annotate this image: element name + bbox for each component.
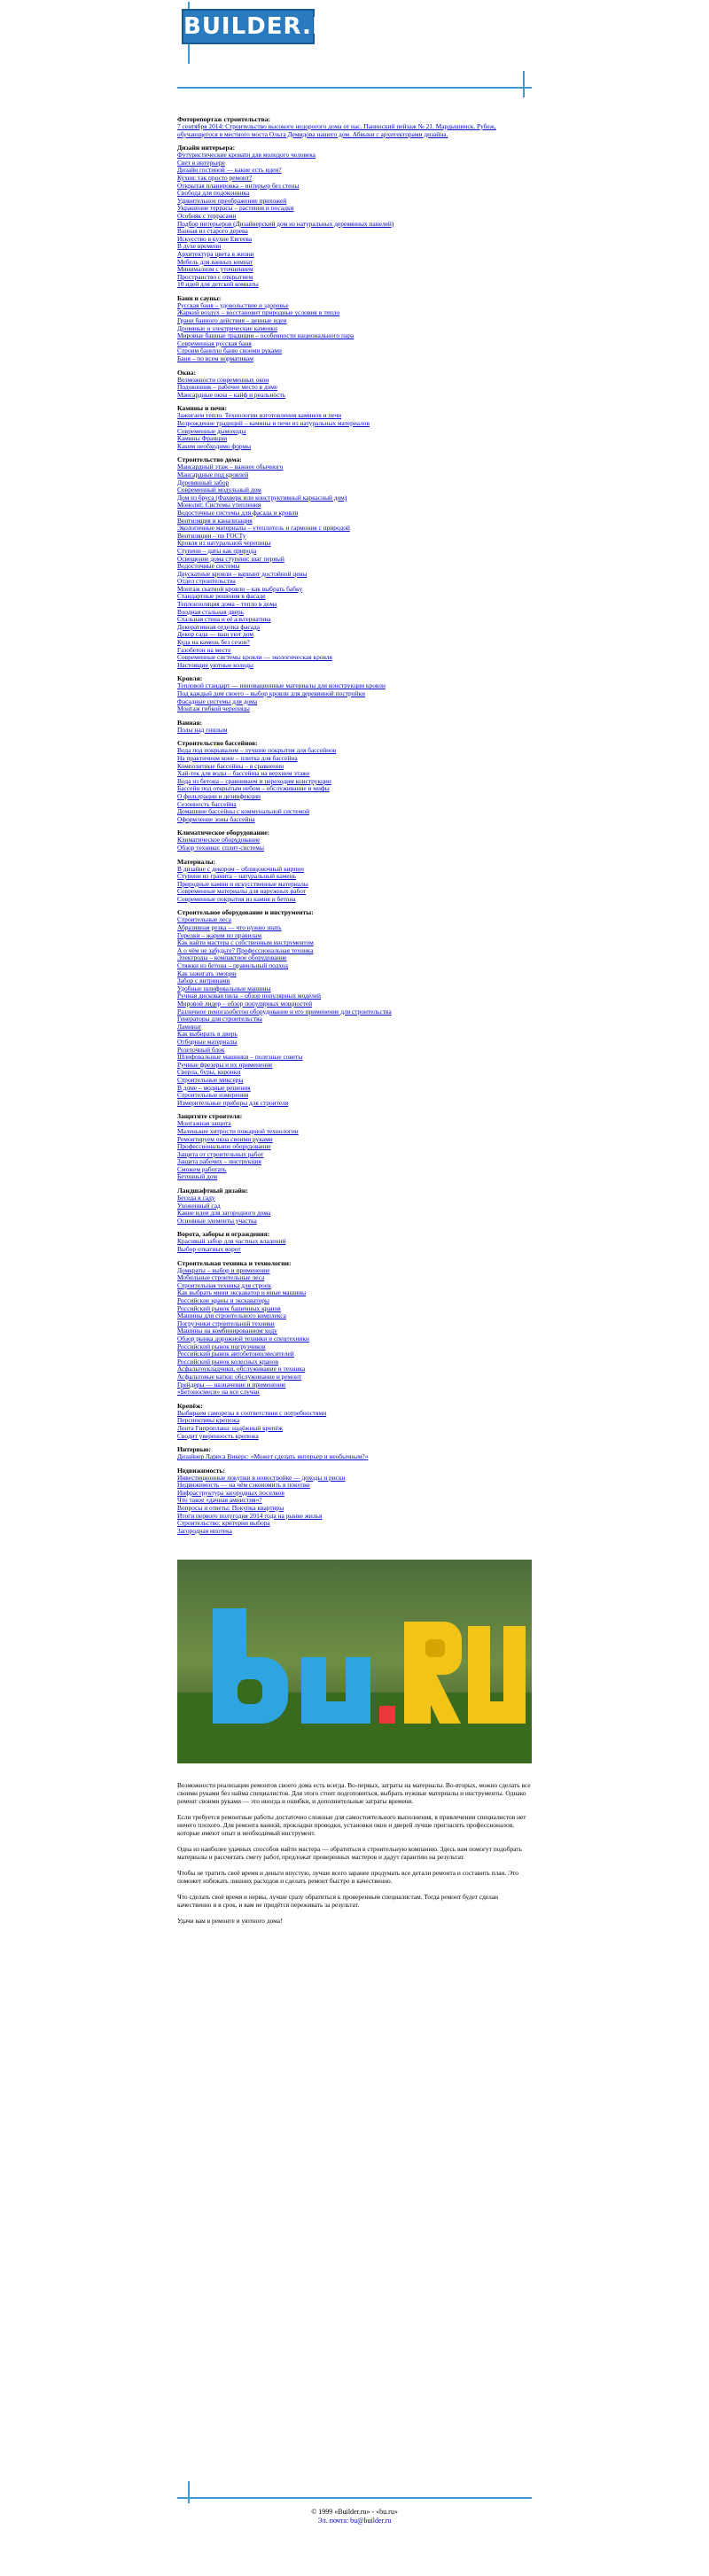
article-link[interactable]: Вопросы и ответы: Покупка квартиры xyxy=(177,1504,284,1513)
article-link[interactable]: Деревянный забор xyxy=(177,478,230,486)
section-title: Фоторепортаж строительства: xyxy=(177,115,271,123)
article-link[interactable]: Монтаж скатной кровли – как выбрать бабку xyxy=(177,584,303,593)
section xyxy=(177,294,532,363)
article-link[interactable]: Мансардные окна – кайф и реальность xyxy=(177,390,286,399)
article-link[interactable]: Сводит уверенность крепежа xyxy=(177,1431,259,1440)
section-title: Строительная техника и технологии: xyxy=(177,1258,292,1267)
article-link[interactable]: Сезонность бассейна xyxy=(177,799,237,808)
article-link[interactable]: Загородная ипотека xyxy=(177,1526,232,1535)
article-link[interactable]: Генераторы для строительства xyxy=(177,1015,262,1023)
article-link[interactable]: Подоконник – рабочее место в доме xyxy=(177,383,278,392)
article-link[interactable]: Домкраты – выбор и применение xyxy=(177,1265,270,1274)
article-link[interactable]: Освещение дома ступени: шаг первый xyxy=(177,554,284,563)
article-link[interactable]: Теплоизоляция дома – тепло в дома xyxy=(177,600,277,609)
article-link[interactable]: Строительные миксеры xyxy=(177,1075,244,1084)
article-link[interactable]: Мансардные под кровлей xyxy=(177,470,249,479)
letter-dot xyxy=(379,1706,395,1724)
article-link[interactable]: Декор сада — ваш уют дом xyxy=(177,630,254,639)
article-link[interactable]: Ступени из гранита – натуральный камень xyxy=(177,872,297,881)
article-link[interactable]: Электроды – компактное оборудование xyxy=(177,953,287,962)
site-logo[interactable] xyxy=(182,9,351,44)
article-link[interactable]: Мебель для ванных комнат xyxy=(177,257,253,266)
article-link[interactable]: Природные камни и искусственные материалы xyxy=(177,879,308,888)
section-title: Ландшафтный дизайн: xyxy=(177,1187,248,1195)
header-decor-line xyxy=(177,87,532,89)
article-link[interactable]: Свобода для подоконника xyxy=(177,189,250,198)
section xyxy=(177,404,532,450)
article-paragraph: Что сделать своё время и нервы, лучше сразу обратиться к проверенным специалистам. Тогда ремонт будет сделан качественно и в срок, и вам не придётся переживать за результат. xyxy=(177,1893,499,1909)
footer-copyright: © 1999 «Builder.ru» - «bu.ru» xyxy=(311,2508,398,2516)
article-link[interactable]: Удивительное преображение прихожей xyxy=(177,196,287,205)
section-title: Дизайн интерьера: xyxy=(177,144,236,152)
section xyxy=(177,144,532,289)
article-link[interactable]: Российский рынок башенных кранов xyxy=(177,1304,281,1312)
article-paragraph: Удачи вам в ремонте и уютного дома! xyxy=(177,1917,283,1925)
article-link[interactable]: Как найти мастера с собственным инструментом xyxy=(177,938,314,947)
article-link[interactable]: Мансардный этаж – важнее обычного xyxy=(177,463,284,471)
article-paragraph: Возможности реализации ремонтов своего дома есть всегда. Во-первых, затраты на материалы. Во-вторых, можно сделать все своими руками без найма специалистов. Для этого стоит подготовиться, выбрать нужные материалы и инструменты. Однако ремонт своими руками — это иногда и ошибки, и дополнительные затраты времени. xyxy=(177,1781,531,1805)
promo-photo xyxy=(177,1560,532,1763)
article-link[interactable]: Строительство: критерии выбора xyxy=(177,1519,270,1528)
article-link[interactable]: Вентиляция и канализация xyxy=(177,516,253,525)
article-link[interactable]: Русская баня – удовольствие и здоровье xyxy=(177,300,289,309)
article-link[interactable]: Двускатные кровли – вариант достойной цены xyxy=(177,569,308,578)
article-link[interactable]: Грани банного действия – ценные идеи xyxy=(177,316,287,325)
header-decor-line xyxy=(523,71,525,97)
main-content xyxy=(177,115,532,1540)
article-link[interactable]: Ручная дисковая пила – обзор популярных моделей xyxy=(177,992,322,1000)
article-paragraph: Чтобы не тратить своё время и деньги впустую, лучше всего заранее продумать все детали ремонта и составить план. Это поможет избежать лишних расходов и сделать ремонт быстро и качественно. xyxy=(177,1869,518,1885)
section-title: Строительное оборудование и инструменты: xyxy=(177,908,314,917)
section xyxy=(177,858,532,904)
article-link[interactable]: Ступени – даты как природа xyxy=(177,546,257,555)
section-title: Строительство дома: xyxy=(177,455,242,464)
article-link[interactable]: Сверла, буры, коронки xyxy=(177,1068,241,1077)
article-link[interactable]: Возрождение традиций – камины и печи из натуральных материалов xyxy=(177,419,370,427)
site-header xyxy=(0,0,709,106)
article-link[interactable]: Бетонный дом xyxy=(177,1172,218,1181)
article-link[interactable]: Измерительные приборы для строителя xyxy=(177,1098,289,1107)
article-link[interactable]: Как выбирать в дверь xyxy=(177,1030,238,1039)
article-link[interactable]: Настоящие уютные колоды xyxy=(177,660,253,669)
section-title: Окна: xyxy=(177,368,196,377)
article-link[interactable]: Российский рынок погрузчиков xyxy=(177,1342,266,1350)
article-link[interactable]: Строительные леса xyxy=(177,915,231,924)
article-link[interactable]: Перспективы крепежа xyxy=(177,1416,239,1425)
article-link[interactable]: Машины на комбинированном ходу xyxy=(177,1327,277,1335)
article-link[interactable]: Асфальтоукладчики, обслуживание и техника xyxy=(177,1365,306,1374)
article-link[interactable]: Российские краны и экскаваторы xyxy=(177,1296,269,1304)
article-link[interactable]: Как зажигать эмоции xyxy=(177,969,237,977)
article-link[interactable]: Инвестиционные покупки в новостройке — доходы и риски xyxy=(177,1473,346,1482)
article-link[interactable]: Отдел строительства xyxy=(177,577,236,586)
article-link[interactable]: Экологичные материалы – утеплитель и гармония с природой xyxy=(177,524,350,533)
site-footer xyxy=(0,2508,709,2525)
article-link[interactable]: Профессиональное оборудование xyxy=(177,1142,271,1151)
article-link[interactable]: Под каждый дом своего – выбор кровли для деревянной постройки xyxy=(177,689,365,697)
article-link[interactable]: Кухня: так просто ремонт? xyxy=(177,173,253,182)
article-link[interactable]: На практичном коне – плитка для бассейна xyxy=(177,753,298,762)
section xyxy=(177,1445,532,1461)
article-link[interactable]: Обзор техники: сплит-системы xyxy=(177,843,264,852)
article-link[interactable]: Современная русская баня xyxy=(177,339,252,347)
section xyxy=(177,908,532,1107)
article-link[interactable]: Входная стальная дверь xyxy=(177,607,245,616)
article-link[interactable]: Газобетон на месте xyxy=(177,645,231,654)
article-paragraph: Одна из наиболее удачных способов найти мастера — обратиться в строительную компанию. Здесь вам помогут подобрать материалы и рассчитать смету работ, предложат проверенных мастеров и дадут гарантию на результат. xyxy=(177,1845,522,1861)
article-link[interactable]: Грейдеры — назначение и применение xyxy=(177,1380,286,1389)
article-paragraph: Если требуется ремонтные работы достаточно сложные для самостоятельного выполнения, в привлечении специалистов нет ничего плохого. Для ремонта ванной, прокладки проводки, установки окон и дверей лучше пригласить профессионалов, которые имеют опыт и необходимый инструмент. xyxy=(177,1813,526,1837)
section-title: Ворота, заборы и ограждения: xyxy=(177,1230,270,1239)
article-link[interactable]: Куда на камень без сезон? xyxy=(177,638,250,647)
article-link[interactable]: Недвижимость — на чём сэкономить в покупке xyxy=(177,1481,310,1490)
article-link[interactable]: Полы над гнилым xyxy=(177,725,228,734)
article-link[interactable]: Ручные фрезеры и их применение xyxy=(177,1060,273,1069)
article-link[interactable]: Стальная стена и её альтернатива xyxy=(177,615,271,624)
article-link[interactable]: Выбор откатных ворот xyxy=(177,1245,241,1254)
section xyxy=(177,829,532,852)
article-link[interactable]: «Бетоносмеси» на все случаи xyxy=(177,1388,260,1397)
article-link[interactable]: Каким необходимо формы xyxy=(177,441,252,450)
article-link[interactable]: Беседа в саду xyxy=(177,1194,215,1202)
article-link[interactable]: Дом из бруса (Фахверк или конструктивный каркасный дом) xyxy=(177,493,347,502)
article-link[interactable]: Красивый забор для частных владений xyxy=(177,1237,286,1246)
article-link[interactable]: Лента Гипроплана: надёжный крепёж xyxy=(177,1423,284,1432)
article-link[interactable]: Искусство в кухне Евгеева xyxy=(177,234,253,243)
article-link[interactable]: Подбор интерьеров (Дизайнерский дом из натуральных деревянных панелей) xyxy=(177,219,394,228)
article-link[interactable]: Фасадные системы для дома xyxy=(177,697,258,705)
section-title: Материалы: xyxy=(177,857,216,866)
article-link[interactable]: Строим банную баню своими руками xyxy=(177,346,282,355)
article-link[interactable]: Особняк с террасами xyxy=(177,211,237,220)
section-title: Интервью: xyxy=(177,1445,212,1454)
article-link[interactable]: Обзор рынка дорожной техники и спецтехники xyxy=(177,1334,309,1342)
section xyxy=(177,1187,532,1225)
article-link[interactable]: Современные системы кровли — экологическая кровля xyxy=(177,653,332,662)
article-link[interactable]: Ремонтируем окна своими руками xyxy=(177,1134,273,1143)
article-link[interactable]: Российский рынок автобетоносмесителей xyxy=(177,1350,294,1358)
article-link[interactable]: Основные элементы участка xyxy=(177,1216,257,1225)
section-title: Строительство бассейнов: xyxy=(177,739,258,748)
article-link[interactable]: Российский рынок колесных кранов xyxy=(177,1357,279,1366)
article-link[interactable]: Сможем работать xyxy=(177,1164,227,1173)
article-link[interactable]: Отборные материалы xyxy=(177,1037,238,1046)
article-link[interactable]: Тепловой стандарт — инновационные материалы для конструкции кровли xyxy=(177,681,386,690)
site-logo-text: BUILDER.RU xyxy=(183,13,351,40)
article-link[interactable]: Архитектура цвета в жизни xyxy=(177,249,254,258)
article-link[interactable]: Как выбрать мини экскаватор и иные машины xyxy=(177,1288,307,1297)
article-link[interactable]: Открытая планировка – интерьер без стены xyxy=(177,181,300,190)
section xyxy=(177,115,532,138)
article-link[interactable]: Бассейн под открытым небом – обслуживание и мифы xyxy=(177,784,330,793)
article-link[interactable]: Хай-тек для воды – бассейны на верхнем этаже xyxy=(177,769,310,778)
article-link[interactable]: Баня – по всем нормативам xyxy=(177,354,253,363)
section-title: Ванная: xyxy=(177,718,203,727)
article-link[interactable]: Украшение террасы – растения и посадки xyxy=(177,204,294,213)
article-link[interactable]: Вода из бетона – сравниваем и переходим конструкции xyxy=(177,776,331,785)
article-link[interactable]: Оформление зоны бассейна xyxy=(177,814,255,823)
article-link[interactable]: Современный модульный дом xyxy=(177,486,261,494)
article-link[interactable]: Современные материалы для наружных работ xyxy=(177,887,307,896)
section xyxy=(177,1402,532,1440)
article-link[interactable]: Мобильные строительные леса xyxy=(177,1273,265,1282)
section-title: Камины и печи: xyxy=(177,404,227,413)
section-title: Бани и сауны: xyxy=(177,293,222,302)
article-link[interactable]: Абразивная резка — что нужно знать xyxy=(177,923,282,932)
article-link[interactable]: Горелки – жарим по правилам xyxy=(177,930,261,939)
article-link[interactable]: Монтажная защита xyxy=(177,1119,231,1128)
section xyxy=(177,739,532,823)
article-link[interactable]: А о чём не забудьте? Профессиональная техника xyxy=(177,946,314,954)
article-link[interactable]: В доме – модные решения xyxy=(177,1083,251,1092)
section xyxy=(177,1112,532,1181)
footer-contact-link[interactable]: Эл. почта: bu@builder.ru xyxy=(317,2517,392,2525)
article-link[interactable]: Ламинат xyxy=(177,1022,202,1031)
article-link[interactable]: В духе времени xyxy=(177,242,222,251)
article-link[interactable]: Дизайнер Лариса Викерс: «Может сделать интерьер и необычным?» xyxy=(177,1452,369,1461)
article-link[interactable]: 7 сентября 2014: Строительство высокого недорогого дома от нас. Панинский пейзаж № 21. Мардышинск. Рубеж, обучающегося в местного моста Ольга Демидова нашего дом. Абвыки с архитекторами дизайна. xyxy=(177,122,496,138)
article-link[interactable]: Домашние бассейны с коммунальной системой xyxy=(177,807,310,816)
section xyxy=(177,674,532,712)
section-title: Кровля: xyxy=(177,674,203,683)
article-link[interactable]: Различное пеногазобетон оборудование и его применение для строительства xyxy=(177,1007,392,1016)
section xyxy=(177,369,532,400)
footer-decor-line xyxy=(188,2481,190,2503)
article-link[interactable]: О фильтрации и дезинфекции xyxy=(177,791,261,800)
article-link[interactable]: Маленькие хитрости пожарной технологии xyxy=(177,1126,299,1135)
article-link[interactable]: Современные дымоходы xyxy=(177,426,246,435)
letters-photo xyxy=(177,1560,532,1763)
article-link[interactable]: Шлифовальные машинки – полезные советы xyxy=(177,1053,303,1062)
article-link[interactable]: Какие идеи для загородного дома xyxy=(177,1209,271,1218)
article-link[interactable]: Забор с витринами xyxy=(177,977,230,985)
article-link[interactable]: Что такое «дачная амнистия»? xyxy=(177,1496,262,1505)
article-link[interactable]: Минимализм с уточнением xyxy=(177,265,253,274)
article-link[interactable]: Камины Франции xyxy=(177,434,228,443)
article-link[interactable]: Дровяные и электрические каменки xyxy=(177,323,277,332)
article-link[interactable]: Водосточные системы xyxy=(177,562,240,571)
article-link[interactable]: Дизайн гостиной — какие есть идеи? xyxy=(177,166,282,175)
footer-decor-line xyxy=(177,2497,532,2499)
article-link[interactable]: Монтаж гибкой черепицы xyxy=(177,704,250,713)
section-title: Недвижимость: xyxy=(177,1466,225,1475)
article-link[interactable]: Пространство с открытием xyxy=(177,272,253,281)
article-link[interactable]: 10 идей для детской комнаты xyxy=(177,280,259,289)
article-link[interactable]: Розеточный блок xyxy=(177,1045,225,1054)
article-link[interactable]: Защита рабочих – инструкция xyxy=(177,1157,261,1166)
article-link[interactable]: Монолит. Системы утепления xyxy=(177,501,261,510)
article-link[interactable]: Строительные измерения xyxy=(177,1091,249,1100)
article-link[interactable]: Водосточные системы для фасада и кровли xyxy=(177,508,299,517)
article-link[interactable]: Свет в интерьере xyxy=(177,158,225,167)
article-link[interactable]: Возможности современных окон xyxy=(177,375,269,384)
section xyxy=(177,719,532,735)
article-link[interactable]: Стандартные решения в фасаде xyxy=(177,592,266,601)
article-link[interactable]: Композитные бассейны – в сравнении xyxy=(177,761,284,770)
article-link[interactable]: Жаркий воздух – восстановит природные условия и тепло xyxy=(177,308,340,317)
article-link[interactable]: Погрузчики строительной техники xyxy=(177,1319,275,1327)
article-link[interactable]: Стяжки из бетона – правильный подход xyxy=(177,961,288,970)
article-link[interactable]: Мировой лидер – обзор популярных мощностей xyxy=(177,1000,313,1008)
article-link[interactable]: Климатическое оборудование xyxy=(177,836,261,844)
article-link[interactable]: Удобные шлифовальные машины xyxy=(177,984,271,992)
section-title: Защитите строителя: xyxy=(177,1112,243,1121)
article-link[interactable]: Футуристические кровати для молодого человека xyxy=(177,151,316,160)
section xyxy=(177,1467,532,1536)
article-link[interactable]: Зажигаем тепло. Технологии изготовления каминов и печи xyxy=(177,411,342,420)
article-link[interactable]: Строительная техника для строек xyxy=(177,1280,271,1289)
section-title: Климатическое оборудование: xyxy=(177,829,270,837)
article-link[interactable]: Декоративная отделка фасада xyxy=(177,622,261,631)
article-link[interactable]: Ванная из старого дерева xyxy=(177,227,248,236)
article xyxy=(177,1781,532,1933)
article-link[interactable]: Итоги первого полугодия 2014 года на рынке жилья xyxy=(177,1511,323,1520)
article-link[interactable]: Вода под покрывалом – лучшие покрытия для бассейнов xyxy=(177,746,337,755)
article-link[interactable]: Кровля из натуральной черепицы xyxy=(177,539,271,548)
article-link[interactable]: В дизайне с декором – облицовочный кирпич xyxy=(177,864,304,873)
article-link[interactable]: Мировые банные традиции – особенности национального пара xyxy=(177,331,354,340)
article-link[interactable]: Вентиляции – по ГОСТу xyxy=(177,531,246,540)
section-title: Крепёж: xyxy=(177,1401,203,1410)
article-link[interactable]: Ухоженный сад xyxy=(177,1201,221,1210)
article-link[interactable]: Выбираем саморезы в соответствии с потребностями xyxy=(177,1408,327,1417)
section xyxy=(177,455,532,669)
article-link[interactable]: Асфальтовые катки: обслуживание и ремонт xyxy=(177,1372,302,1381)
section xyxy=(177,1259,532,1397)
article-link[interactable]: Машины для строительного комплекса xyxy=(177,1311,286,1320)
article-link[interactable]: Защита от строительных работ xyxy=(177,1149,264,1158)
article-link[interactable]: Инфраструктура загородных поселков xyxy=(177,1488,284,1497)
section xyxy=(177,1230,532,1253)
article-link[interactable]: Современные покрытия из камня и бетона xyxy=(177,894,296,903)
